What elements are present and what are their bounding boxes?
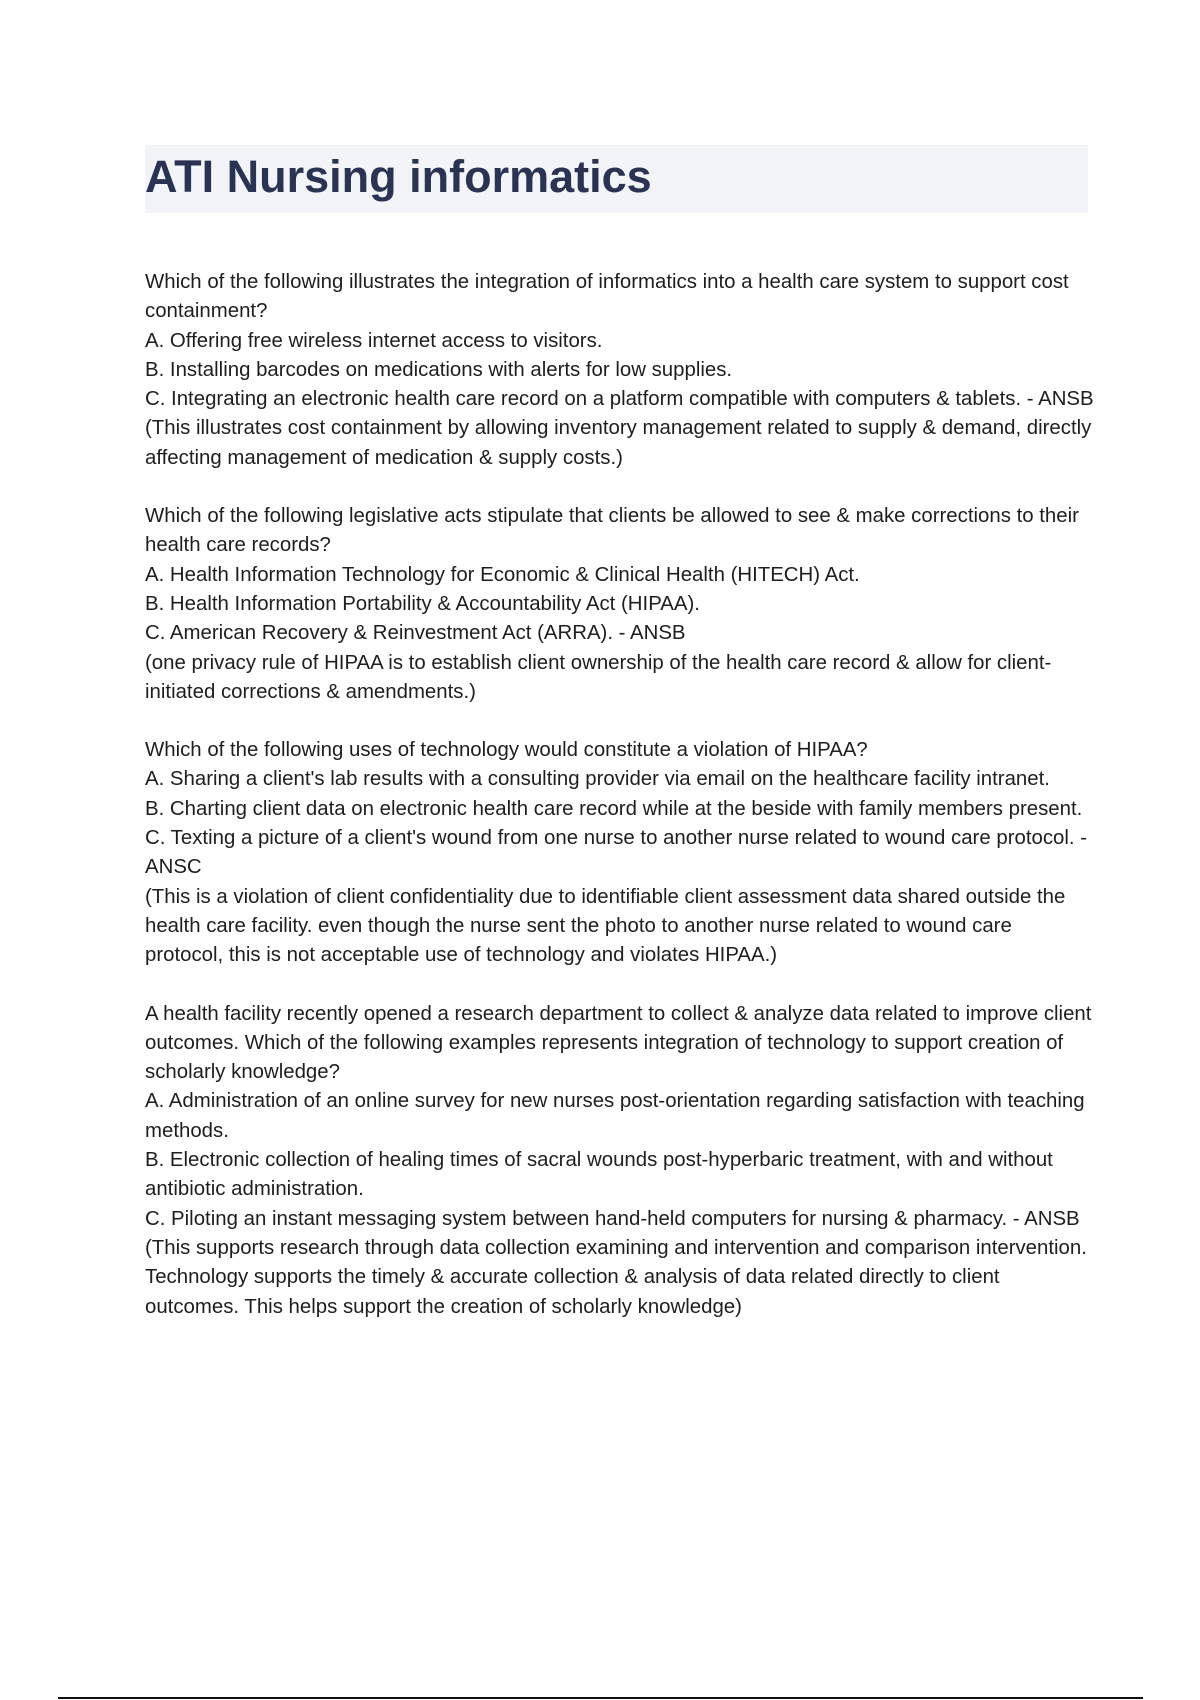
rationale-text: (one privacy rule of HIPAA is to establish client ownership of the health care record & allow for client-initiated corrections & amendments.) bbox=[145, 651, 1052, 703]
question-block-3 bbox=[145, 736, 1095, 970]
answer-option-b: B. Health Information Portability & Accountability Act (HIPAA). bbox=[145, 592, 700, 615]
answer-option-b: B. Electronic collection of healing times of sacral wounds post-hyperbaric treatment, with and without antibiotic administration. bbox=[145, 1149, 1053, 1201]
answer-option-b: B. Charting client data on electronic health care record while at the beside with family members present. bbox=[145, 797, 1083, 820]
document-body bbox=[145, 268, 1095, 1351]
answer-option-a: A. Administration of an online survey for new nurses post-orientation regarding satisfaction with teaching methods. bbox=[145, 1090, 1085, 1142]
answer-option-a: A. Sharing a client's lab results with a consulting provider via email on the healthcare facility intranet. bbox=[145, 768, 1050, 791]
answer-option-b: B. Installing barcodes on medications with alerts for low supplies. bbox=[145, 358, 733, 381]
title-banner bbox=[145, 145, 1088, 213]
question-block-4 bbox=[145, 1000, 1095, 1322]
answer-option-a: A. Offering free wireless internet access to visitors. bbox=[145, 329, 603, 352]
rationale-text: (This is a violation of client confidentiality due to identifiable client assessment data shared outside the health care facility. even though the nurse sent the photo to another nurse related to wound care protocol, this is not acceptable use of technology and violates HIPAA.) bbox=[145, 885, 1066, 967]
question-text: A health facility recently opened a research department to collect & analyze data related to improve client outcomes. Which of the following examples represents integration of technology to support creation of scholarly knowledge? bbox=[145, 1002, 1092, 1084]
answer-option-c: C. American Recovery & Reinvestment Act (ARRA). - ANSB bbox=[145, 622, 686, 645]
answer-option-a: A. Health Information Technology for Economic & Clinical Health (HITECH) Act. bbox=[145, 563, 860, 586]
question-block-1 bbox=[145, 268, 1095, 473]
answer-option-c: C. Integrating an electronic health care record on a platform compatible with computers & tablets. - ANSB bbox=[145, 388, 1094, 411]
rationale-text: (This illustrates cost containment by allowing inventory management related to supply & demand, directly affecting management of medication & supply costs.) bbox=[145, 417, 1092, 469]
page-title: ATI Nursing informatics bbox=[145, 151, 652, 202]
question-text: Which of the following illustrates the integration of informatics into a health care system to support cost containment? bbox=[145, 271, 1069, 323]
question-text: Which of the following uses of technology would constitute a violation of HIPAA? bbox=[145, 739, 868, 762]
answer-option-c: C. Texting a picture of a client's wound from one nurse to another nurse related to wound care protocol. - ANSC bbox=[145, 827, 1088, 879]
question-text: Which of the following legislative acts stipulate that clients be allowed to see & make corrections to their health care records? bbox=[145, 505, 1079, 557]
footer-divider bbox=[58, 1697, 1143, 1699]
question-block-2 bbox=[145, 502, 1095, 707]
rationale-text: (This supports research through data collection examining and intervention and comparison intervention. Technology supports the timely & accurate collection & analysis of data related directly to client outcomes. This helps support the creation of scholarly knowledge) bbox=[145, 1236, 1087, 1318]
answer-option-c: C. Piloting an instant messaging system between hand-held computers for nursing & pharmacy. - ANSB bbox=[145, 1207, 1080, 1230]
